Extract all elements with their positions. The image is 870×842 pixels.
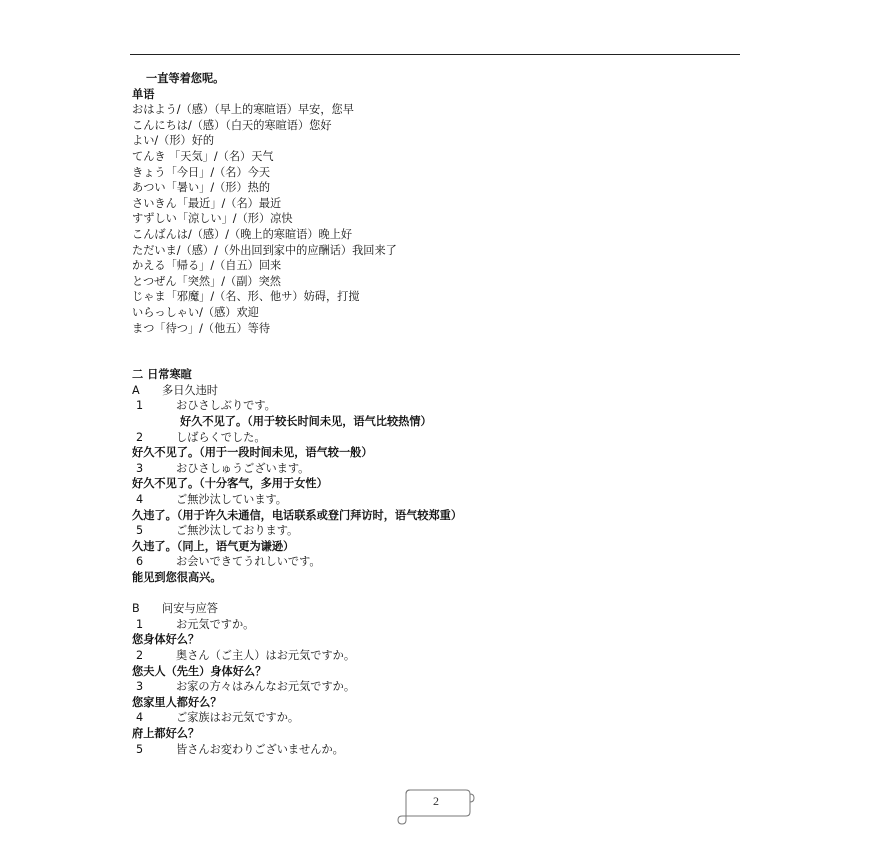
phrase-jp xyxy=(132,617,752,633)
header-rule xyxy=(130,54,740,55)
phrase-cn: 您身体好么？ xyxy=(132,633,200,647)
document-body xyxy=(132,71,752,757)
phrase-jp-text: おひさしゅうございます。 xyxy=(176,461,310,475)
phrase-number: 5 xyxy=(136,742,144,756)
phrase-cn: 久违了。（同上，语气更为谦逊） xyxy=(132,539,295,553)
vocab-item: おはよう/（感）（早上的寒暄语）早安，您早 xyxy=(132,103,354,117)
phrase-jp xyxy=(132,492,752,508)
phrase-number: 6 xyxy=(136,555,144,569)
vocab-item: てんき 「天気」/（名）天气 xyxy=(132,149,274,163)
phrase-number: 3 xyxy=(136,680,144,694)
page-number: 2 xyxy=(433,794,439,808)
phrase-jp xyxy=(132,710,752,726)
phrase-cn: 好久不见了。（十分客气，多用于女性） xyxy=(132,477,328,491)
page-number-scroll xyxy=(396,786,476,826)
phrase-number: 3 xyxy=(136,461,144,475)
vocab-item: じゃま「邪魔」/（名、形、他サ）妨碍，打搅 xyxy=(132,290,360,304)
vocab-item: きょう「今日」/（名）今天 xyxy=(132,165,271,179)
phrase-cn: 府上都好么？ xyxy=(132,726,200,740)
phrase-number: 2 xyxy=(136,430,144,444)
subsection-letter: B xyxy=(132,602,140,616)
phrase-jp-text: お元気ですか。 xyxy=(176,617,255,631)
phrase-number: 1 xyxy=(136,399,144,413)
phrase-jp xyxy=(132,398,752,414)
phrase-number: 1 xyxy=(136,617,144,631)
phrase-jp xyxy=(132,554,752,570)
phrase-jp-text: お会いできてうれしいです。 xyxy=(176,555,321,569)
vocab-item: すずしい「涼しい」/（形）凉快 xyxy=(132,212,293,226)
phrase-jp xyxy=(132,461,752,477)
phrase-number: 4 xyxy=(136,711,144,725)
phrase-jp-text: 奥さん（ご主人）はお元気ですか。 xyxy=(176,648,356,662)
phrase-cn: 您夫人（先生）身体好么？ xyxy=(132,664,267,678)
phrase-jp-text: しばらくでした。 xyxy=(176,430,266,444)
intro-line: 一直等着您呢。 xyxy=(146,72,225,85)
vocab-item: まつ「待つ」/（他五）等待 xyxy=(132,321,271,335)
phrase-jp-text: おひさしぶりです。 xyxy=(176,399,276,413)
section2-heading: 二 日常寒暄 xyxy=(132,368,192,382)
subsection-b-heading xyxy=(132,601,752,617)
phrase-jp-text: ご無沙汰しております。 xyxy=(176,524,299,538)
phrase-cn: 您家里人都好么？ xyxy=(132,695,222,709)
vocab-item: さいきん「最近」/（名）最近 xyxy=(132,196,282,210)
vocab-item: こんにちは/（感）（白天的寒暄语）您好 xyxy=(132,118,332,132)
phrase-jp-text: ご無沙汰しています。 xyxy=(176,493,287,507)
vocab-item: いらっしゃい/（感）欢迎 xyxy=(132,305,259,319)
subsection-title: 问安与应答 xyxy=(162,602,218,616)
vocab-item: ただいま/（感）/（外出回到家中的应酬话）我回来了 xyxy=(132,243,397,257)
phrase-jp-text: 皆さんお変わりございませんか。 xyxy=(176,742,344,756)
vocab-item: よい/（形）好的 xyxy=(132,134,215,148)
phrase-number: 4 xyxy=(136,493,144,507)
phrase-cn: 好久不见了。（用于一段时间未见，语气较一般） xyxy=(132,446,373,460)
subsection-a-heading xyxy=(132,383,752,399)
subsection-letter: A xyxy=(132,383,140,397)
phrase-jp xyxy=(132,523,752,539)
vocab-item: かえる「帰る」/（自五）回来 xyxy=(132,259,282,273)
phrase-jp xyxy=(132,742,752,758)
phrase-jp-text: お家の方々はみんなお元気ですか。 xyxy=(176,680,356,694)
phrase-jp xyxy=(132,430,752,446)
vocab-item: こんばんは/（感）/（晚上的寒暄语）晚上好 xyxy=(132,227,353,241)
subsection-title: 多日久违时 xyxy=(162,383,218,397)
phrase-number: 5 xyxy=(136,524,144,538)
phrase-cn: 好久不见了。（用于较长时间未见，语气比较热情） xyxy=(180,415,432,429)
vocab-list xyxy=(132,102,752,336)
phrase-jp xyxy=(132,679,752,695)
phrase-number: 2 xyxy=(136,648,144,662)
phrase-cn: 能见到您很高兴。 xyxy=(132,571,222,584)
vocab-heading: 单语 xyxy=(132,87,155,101)
vocab-item: とつぜん「突然」/（副）突然 xyxy=(132,274,281,288)
phrase-jp-text: ご家族はお元気ですか。 xyxy=(176,711,300,725)
phrase-jp xyxy=(132,648,752,664)
phrase-cn: 久违了。（用于许久未通信，电话联系或登门拜访时，语气较郑重） xyxy=(132,508,463,522)
vocab-item: あつい「暑い」/（形）热的 xyxy=(132,181,271,195)
